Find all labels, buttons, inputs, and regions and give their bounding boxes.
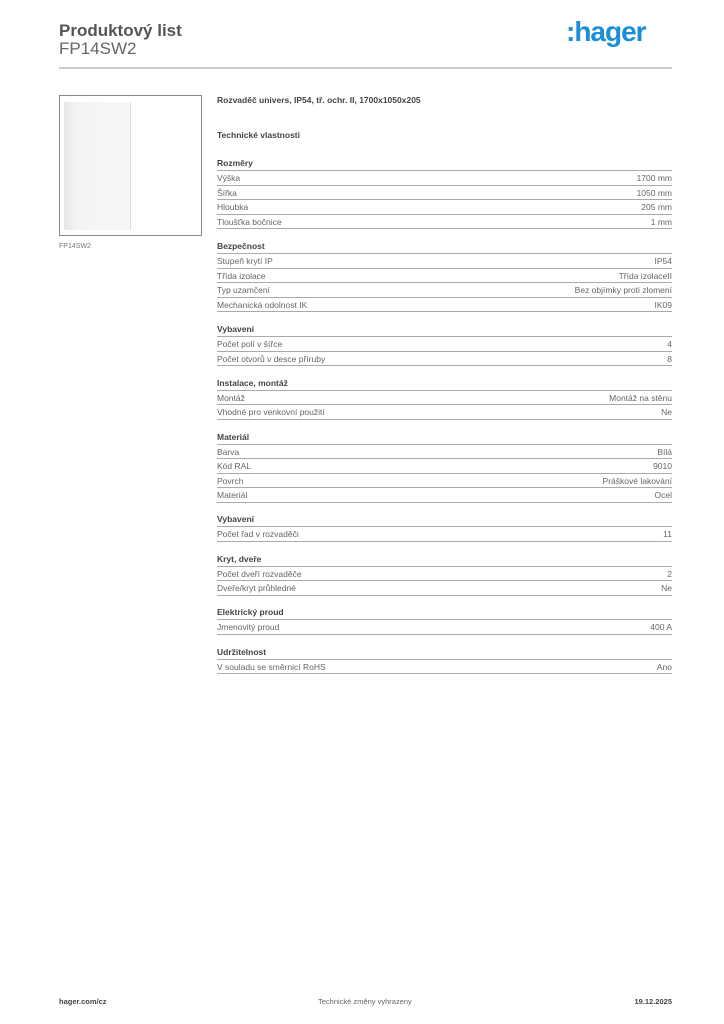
spec-label: Dveře/kryt průhledné [217, 583, 296, 594]
section-heading: Kryt, dveře [217, 552, 672, 567]
spec-value: 8 [667, 353, 672, 364]
spec-row [217, 445, 672, 460]
spec-value: Ano [656, 661, 672, 672]
section-heading: Bezpečnost [217, 239, 672, 254]
hager-logo: :hager [566, 16, 646, 47]
spec-row [217, 620, 672, 635]
spec-sections [217, 156, 672, 674]
spec-label: Počet otvorů v desce příruby [217, 353, 326, 364]
spec-value: IP54 [654, 255, 672, 266]
footer-date: 19.12.2025 [634, 997, 672, 1006]
spec-label: Mechanická odolnost IK [217, 299, 308, 310]
section-heading: Instalace, montáž [217, 376, 672, 391]
section-heading: Udržitelnost [217, 645, 672, 660]
spec-row [217, 200, 672, 215]
spec-row [217, 567, 672, 582]
spec-value: Montáž na stěnu [609, 392, 672, 403]
spec-value: 11 [663, 529, 672, 540]
spec-row [217, 269, 672, 284]
spec-section [217, 645, 672, 675]
spec-label: Šířka [217, 187, 237, 198]
spec-value: Bez objímky proti zlomení [574, 285, 672, 296]
spec-row [217, 254, 672, 269]
spec-row [217, 391, 672, 406]
spec-label: V souladu se směrnicí RoHS [217, 661, 326, 672]
spec-label: Výška [217, 173, 241, 183]
spec-row [217, 660, 672, 675]
section-heading: Materiál [217, 430, 672, 445]
footer-website: hager.com/cz [59, 997, 107, 1006]
spec-label: Třída izolace [217, 270, 266, 281]
spec-label: Počet dveří rozvaděče [217, 568, 302, 579]
spec-row [217, 186, 672, 201]
spec-column [217, 95, 672, 684]
spec-row [217, 352, 672, 367]
spec-label: Kód RAL [217, 461, 252, 472]
section-heading: Rozměry [217, 156, 672, 171]
spec-row [217, 171, 672, 186]
spec-value: 2 [667, 568, 672, 579]
spec-value: IK09 [654, 299, 672, 310]
section-heading: Vybavení [217, 322, 672, 337]
spec-value: 400 A [650, 622, 672, 633]
spec-section [217, 512, 672, 542]
spec-value: Bílá [657, 446, 672, 457]
spec-value: 4 [667, 338, 672, 349]
spec-label: Barva [217, 446, 240, 457]
spec-row [217, 527, 672, 542]
spec-label: Materiál [217, 490, 248, 501]
spec-section [217, 376, 672, 420]
product-image [59, 95, 202, 236]
product-description: Rozvaděč univers, IP54, tř. ochr. II, 1700x1050x205 [217, 95, 421, 105]
spec-value: Ne [661, 407, 672, 418]
spec-section [217, 322, 672, 366]
section-heading: Vybavení [217, 512, 672, 527]
footer-note: Technické změny vyhrazeny [318, 997, 412, 1006]
spec-label: Hloubka [217, 202, 249, 213]
cabinet-illustration [64, 102, 131, 230]
spec-row [217, 298, 672, 313]
header-divider [59, 67, 672, 69]
spec-label: Vhodné pro venkovní použití [217, 407, 325, 418]
spec-row [217, 337, 672, 352]
spec-section [217, 552, 672, 596]
spec-row [217, 474, 672, 489]
spec-value: 1 mm [650, 216, 672, 227]
spec-row [217, 405, 672, 420]
spec-label: Montáž [217, 392, 245, 403]
spec-value: Ne [661, 583, 672, 594]
spec-value: 1700 mm [636, 173, 672, 183]
spec-row [217, 581, 672, 596]
spec-label: Typ uzamčení [217, 285, 270, 296]
page-title: Produktový list [59, 21, 182, 40]
spec-value: Třída izolaceII [618, 270, 672, 281]
spec-label: Počet řad v rozvaděči [217, 529, 299, 540]
image-caption: FP14SW2 [59, 243, 91, 250]
spec-value: 205 mm [641, 202, 672, 213]
spec-row [217, 459, 672, 474]
section-heading: Elektrický proud [217, 605, 672, 620]
spec-label: Tloušťka bočnice [217, 216, 282, 227]
spec-section [217, 239, 672, 312]
product-code: FP14SW2 [59, 39, 137, 58]
spec-value: 9010 [653, 461, 672, 472]
spec-value: Ocel [654, 490, 672, 501]
spec-label: Jmenovitý proud [217, 622, 280, 633]
spec-row [217, 488, 672, 503]
spec-row [217, 283, 672, 298]
spec-section [217, 605, 672, 635]
spec-section [217, 156, 672, 229]
spec-label: Stupeň krytí IP [217, 255, 273, 266]
spec-row [217, 215, 672, 230]
spec-section [217, 430, 672, 503]
spec-label: Povrch [217, 475, 244, 486]
spec-value: Práškové lakování [602, 475, 672, 486]
tech-heading: Technické vlastnosti [217, 130, 300, 140]
spec-label: Počet polí v šířce [217, 338, 283, 349]
spec-value: 1050 mm [636, 187, 672, 198]
